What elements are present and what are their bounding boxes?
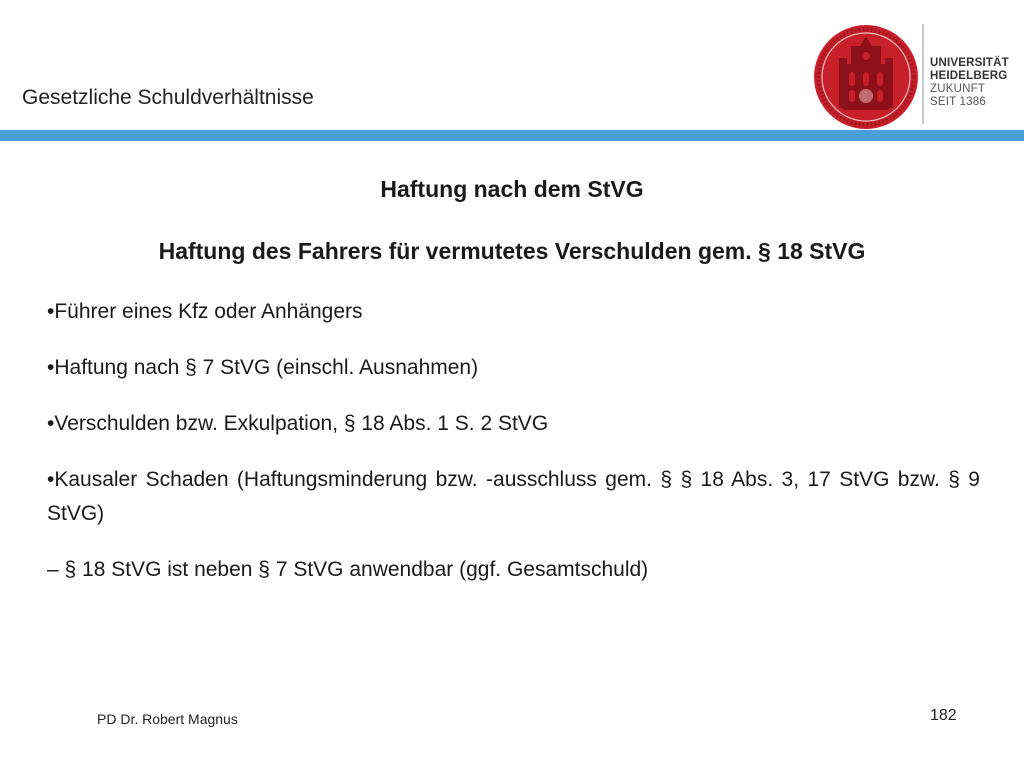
footer-author: PD Dr. Robert Magnus: [97, 711, 238, 727]
university-seal-logo: [813, 24, 919, 130]
wordmark-line-1: UNIVERSITÄT: [930, 57, 1009, 69]
page-number: 182: [930, 707, 957, 724]
bullet-item: •Kausaler Schaden (Haftungsminderung bzw. -ausschluss gem. § § 18 Abs. 3, 17 StVG bzw. § 9 StVG): [47, 468, 980, 525]
bullet-list: [47, 295, 980, 609]
wordmark-line-3: ZUKUNFT: [930, 83, 986, 95]
bullet-item: •Führer eines Kfz oder Anhängers: [47, 300, 363, 323]
bullet-item: •Haftung nach § 7 StVG (einschl. Ausnahmen): [47, 356, 479, 379]
bullet-item: – § 18 StVG ist neben § 7 StVG anwendbar (ggf. Gesamtschuld): [47, 558, 649, 581]
header-title: Gesetzliche Schuldverhältnisse: [22, 86, 314, 109]
slide-subtitle: Haftung des Fahrers für vermutetes Verschulden gem. § 18 StVG: [158, 238, 866, 264]
university-wordmark: [930, 57, 1009, 109]
bullet-item: •Verschulden bzw. Exkulpation, § 18 Abs. 1 S. 2 StVG: [47, 412, 549, 435]
header-rule: [0, 130, 1024, 141]
logo-divider: [922, 24, 924, 124]
wordmark-line-2: HEIDELBERG: [930, 70, 1008, 82]
slide-title: Haftung nach dem StVG: [380, 176, 644, 202]
wordmark-line-4: SEIT 1386: [930, 96, 986, 108]
